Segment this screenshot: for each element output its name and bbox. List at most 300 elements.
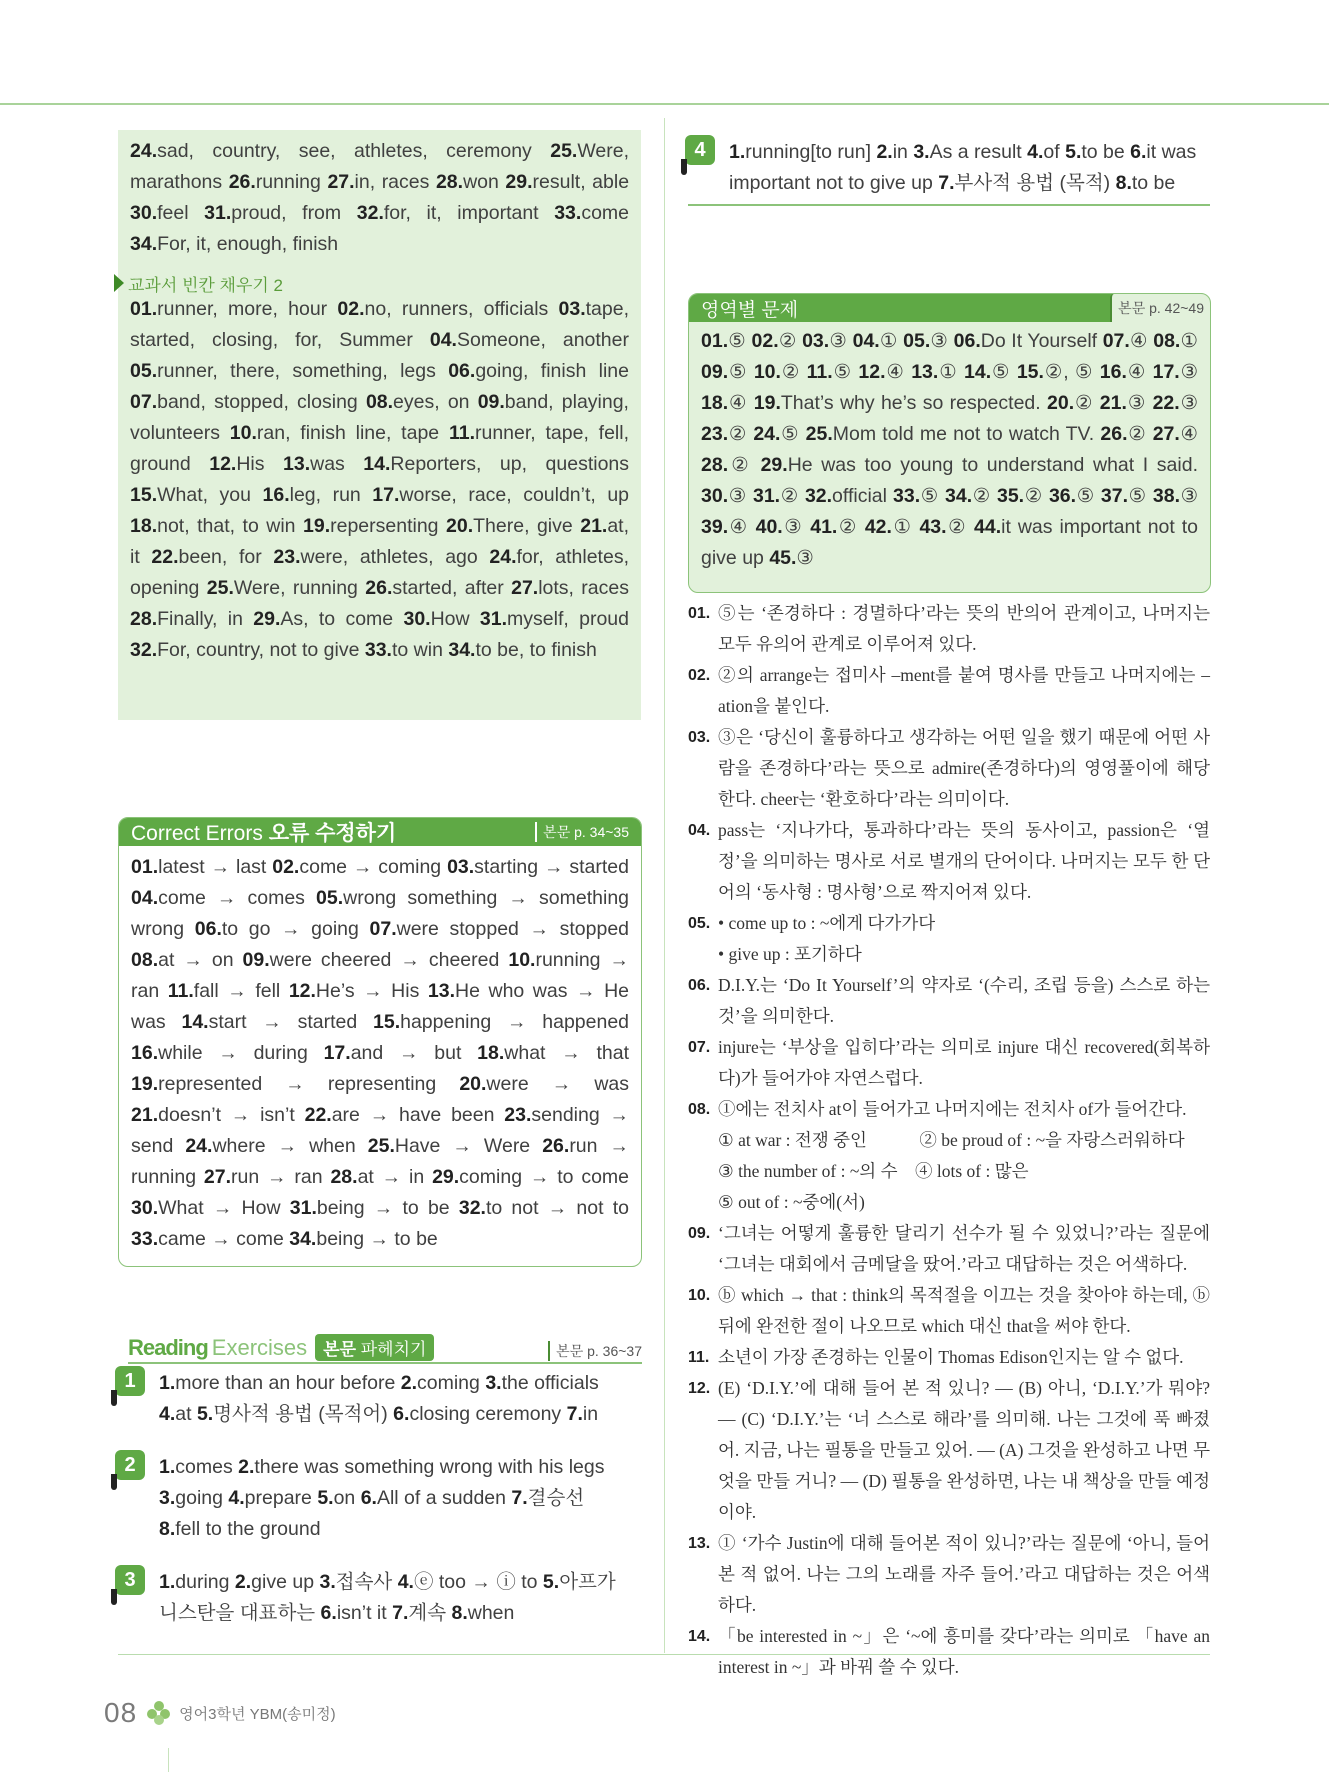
answer-text: to win: [391, 639, 443, 661]
answer-number: 2.: [876, 141, 893, 163]
explanation-line: ②의 arrange는 접미사 –ment를 붙여 명사를 만들고 나머지에는 –ation을 붙인다.: [718, 665, 1210, 716]
answer-item: [701, 423, 747, 445]
answer-text: running[to run]: [745, 141, 872, 163]
answer-number: 45.: [769, 547, 797, 569]
answer-number: 8.: [1115, 172, 1132, 194]
answer-item: [701, 516, 749, 538]
explanation-line: • come up to : ~에게 다가가다: [718, 913, 936, 933]
answer-item: [368, 1135, 530, 1157]
bottom-rule: [118, 1654, 1210, 1655]
answer-number: 43.: [919, 516, 947, 538]
answer-text: ③: [829, 330, 847, 352]
answer-item: [204, 1166, 323, 1188]
answer-text: run → ran: [231, 1166, 323, 1188]
correct-errors-box: [118, 817, 642, 1267]
answer-text: ②: [972, 485, 991, 507]
answer-item: [701, 330, 746, 352]
answer-item: [446, 515, 573, 537]
answer-text: sending → send: [131, 1104, 630, 1157]
answer-text: ②: [946, 516, 968, 538]
answer-text: ②: [1127, 423, 1147, 445]
answer-number: 12.: [288, 980, 316, 1002]
answer-text: ①: [1180, 330, 1198, 352]
explanation-text: [718, 722, 1210, 815]
answer-text: no, runners, officials: [364, 298, 549, 320]
reading-exercises-header: [128, 1335, 642, 1361]
explanation-item: [688, 815, 1210, 908]
answer-number: 18.: [701, 392, 729, 414]
answer-number: 32.: [804, 485, 833, 507]
answer-text: to go → going: [221, 918, 359, 940]
answer-item: [130, 233, 338, 255]
answer-text: myself, proud: [507, 608, 629, 630]
answer-item: [289, 1228, 438, 1250]
answer-text: ③: [1179, 392, 1199, 414]
answer-item: [393, 1403, 561, 1425]
answer-text: 명사적 용법 (목적어): [213, 1403, 388, 1425]
answer-item: [505, 171, 629, 193]
answer-number: 07.: [130, 391, 158, 413]
answer-text: official: [832, 485, 887, 507]
answer-text: 계속: [408, 1602, 447, 1624]
answer-number: 6.: [393, 1403, 410, 1425]
answer-item: [701, 454, 752, 476]
answer-text: happening → happened: [400, 1011, 630, 1033]
answer-item: [130, 391, 358, 413]
answer-number: 7.: [566, 1403, 583, 1425]
reading-group-3-answers: [130, 1567, 630, 1629]
answer-text: start → started: [208, 1011, 358, 1033]
answer-item: [159, 1571, 229, 1593]
reading-group-4: [694, 137, 1210, 199]
book-title: 영어3학년 YBM(송미정): [179, 1705, 336, 1723]
answer-item: [327, 171, 429, 193]
answer-number: 7.: [392, 1602, 409, 1624]
page-number: 08: [104, 1697, 138, 1728]
answer-item: [204, 202, 341, 224]
answer-number: 30.: [701, 485, 729, 507]
answer-item: [131, 856, 266, 878]
reading-group-1-answers: [130, 1368, 630, 1430]
answer-item: [273, 546, 477, 568]
answer-text: proud, from: [231, 202, 342, 224]
explanation-line: injure는 ‘부상을 입히다’라는 의미로 injure 대신 recovered(회복하다)가 들어가야 자연스럽다.: [718, 1037, 1210, 1088]
answer-number: 5.: [196, 1403, 214, 1425]
answer-text: Mom told me not to watch TV.: [832, 423, 1095, 445]
explanation-number: 14.: [688, 1628, 711, 1645]
answer-item: [919, 516, 967, 538]
answer-text: at: [175, 1403, 192, 1425]
answer-number: 19.: [303, 515, 331, 537]
answer-text: the officials: [501, 1372, 599, 1394]
answer-number: 24.: [130, 140, 158, 162]
answer-text: not, that, to win: [157, 515, 296, 537]
answer-text: came → come: [158, 1228, 284, 1250]
explanation-number: 07.: [688, 1039, 711, 1056]
answer-number: 30.: [130, 202, 158, 224]
answer-number: 07.: [1102, 330, 1130, 352]
answer-text: For, it, enough, finish: [157, 233, 339, 255]
answer-text: been, for: [178, 546, 262, 568]
answer-number: 4.: [1027, 141, 1044, 163]
answer-number: 24.: [489, 546, 517, 568]
answer-number: 29.: [505, 171, 533, 193]
answer-number: 11.: [806, 361, 833, 383]
explanation-item: [688, 908, 1210, 970]
explanation-item: [688, 1528, 1210, 1621]
answer-text: at → in: [357, 1166, 425, 1188]
answer-text: Someone, another: [456, 329, 629, 351]
top-rule: [0, 103, 1329, 105]
answer-text: As a result: [929, 141, 1022, 163]
answer-item: [954, 330, 1097, 352]
answer-number: 2.: [234, 1571, 252, 1593]
answer-text: when: [467, 1602, 515, 1624]
answer-number: 02.: [272, 856, 300, 878]
answer-item: [1027, 141, 1060, 163]
answer-item: [1047, 392, 1093, 414]
answer-number: 8.: [159, 1518, 176, 1540]
answer-item: [372, 484, 629, 506]
explanation-number: 09.: [688, 1225, 711, 1242]
answer-number: 26.: [228, 171, 256, 193]
blank-fill-2-heading: [114, 272, 641, 294]
answer-text: 부사적 용법 (목적): [954, 172, 1111, 194]
answer-text: represented → representing: [158, 1073, 437, 1095]
answer-number: 19.: [131, 1073, 159, 1095]
answer-text: tape, started, closing, for, Summer: [130, 298, 629, 351]
answer-item: [337, 298, 548, 320]
answer-number: 03.: [802, 330, 830, 352]
answer-text: ③: [1126, 392, 1147, 414]
answer-item: [752, 330, 797, 352]
answer-number: 22.: [304, 1104, 332, 1126]
answer-number: 27.: [511, 577, 539, 599]
answer-text: ②: [837, 516, 858, 538]
answer-item: [159, 1456, 233, 1478]
section-problems-title: 영역별 문제: [701, 299, 799, 321]
answer-item: [805, 485, 887, 507]
answer-item: [448, 360, 629, 382]
answer-number: 4.: [228, 1487, 245, 1509]
answer-item: [997, 485, 1043, 507]
answer-number: 10.: [508, 949, 536, 971]
answer-text: fell to the ground: [175, 1518, 321, 1540]
answer-number: 32.: [130, 639, 158, 661]
answer-item: [303, 515, 439, 537]
explanation-line: ⑤는 ‘존경하다 : 경멸하다’라는 뜻의 반의어 관계이고, 나머지는 모두 유의어 관계로 이루어져 있다.: [718, 603, 1210, 654]
answer-item: [290, 1197, 450, 1219]
answer-number: 09.: [477, 391, 505, 413]
explanation-number: 02.: [688, 667, 711, 684]
answer-number: 33.: [554, 202, 582, 224]
explanation-item: [688, 1032, 1210, 1094]
answer-item: [168, 980, 281, 1002]
answer-text: ⑤: [1128, 485, 1147, 507]
answer-number: 30.: [131, 1197, 159, 1219]
reading-group-2-answers: [130, 1452, 630, 1545]
answer-item: [754, 392, 1041, 414]
answer-number: 21.: [131, 1104, 159, 1126]
explanation-text: [718, 1094, 1210, 1218]
answer-text: ②: [728, 454, 752, 476]
answer-number: 02.: [751, 330, 779, 352]
explanation-text: [718, 1373, 1210, 1528]
answer-number: 17.: [1152, 361, 1180, 383]
answer-text: doesn’t → isn’t: [158, 1104, 295, 1126]
explanation-item: [688, 1373, 1210, 1528]
explanations-list: [688, 598, 1210, 1683]
answer-number: 04.: [852, 330, 880, 352]
reading-label: Reading: [128, 1335, 208, 1360]
answer-item: [159, 1487, 223, 1509]
answer-item: [229, 171, 321, 193]
answer-text: there was something wrong with his legs: [254, 1456, 605, 1478]
answer-item: [858, 361, 904, 383]
answer-text: ③: [782, 516, 804, 538]
answer-item: [159, 1372, 395, 1394]
answer-item: [436, 171, 499, 193]
explanation-item: [688, 1094, 1210, 1218]
group-number-badge: 4: [685, 135, 715, 165]
answer-item: [207, 577, 358, 599]
answer-item: [511, 577, 629, 599]
answer-text: feel: [157, 202, 189, 224]
answer-number: 21.: [580, 515, 608, 537]
answer-text: come: [581, 202, 629, 224]
answer-number: 29.: [253, 608, 281, 630]
answer-item: [802, 330, 847, 352]
answer-number: 38.: [1152, 485, 1180, 507]
explanation-line: ③ the number of : ~의 수 ④ lots of : 많은: [718, 1161, 1029, 1181]
answer-item: [321, 1602, 387, 1624]
correct-errors-header: [119, 818, 641, 846]
explanation-line: pass는 ‘지나가다, 통과하다’라는 뜻의 동사이고, passion은 ‘열정’을 의미하는 명사로 서로 별개의 단어이다. 나머지는 모두 한 단어의 ‘동사형 : 명사형’으로 짝지어져 있다.: [718, 820, 1210, 902]
answer-text: ④: [1129, 330, 1148, 352]
answer-text: runner, more, hour: [157, 298, 328, 320]
answer-number: 11.: [167, 980, 194, 1002]
correct-errors-page-ref: 본문 p. 34~35: [535, 822, 629, 842]
reading-group-3: [124, 1567, 630, 1629]
answer-text: during: [175, 1571, 230, 1593]
answer-number: 01.: [130, 298, 158, 320]
answer-number: 29.: [760, 454, 788, 476]
answer-text: ⑤: [1076, 485, 1095, 507]
answer-text: He was too young to understand what I said.: [787, 454, 1198, 476]
answer-number: 37.: [1100, 485, 1129, 507]
answer-number: 10.: [229, 422, 257, 444]
answer-item: [228, 1487, 311, 1509]
answer-number: 04.: [131, 887, 159, 909]
answer-number: 1.: [159, 1372, 176, 1394]
explanation-line: (E) ‘D.I.Y.’에 대해 들어 본 적 있니? — (B) 아니, ‘D.I.Y.’가 뭐야? — (C) ‘D.I.Y.’는 ‘너 스스로 해라’를 의미해. 나는 그것에 푹 빠졌어. 지금, 나는 필통을 만들고 있어. — (A) 그것을 완성하고 나면 무엇을 만들 거니? — (D) 필통을 완성하면, 나는 내 책상을 만들 예정이야.: [718, 1378, 1210, 1522]
explanation-line: D.I.Y.는 ‘Do It Yourself’의 약자로 ‘(수리, 조립 등을) 스스로 하는 것’을 의미한다.: [718, 975, 1210, 1026]
answer-item: [243, 949, 500, 971]
answer-item: [324, 1042, 462, 1064]
explanation-text: [718, 1621, 1210, 1683]
answer-item: [131, 1104, 295, 1126]
answer-item: [238, 1456, 604, 1478]
tag-bold: 본문: [323, 1340, 357, 1359]
answer-item: [130, 484, 251, 506]
answer-text: 아프가니스탄을 대표하는: [159, 1571, 616, 1624]
answer-item: [1100, 361, 1146, 383]
answer-number: 20.: [446, 515, 474, 537]
answer-item: [1153, 423, 1198, 445]
answer-number: 2.: [400, 1372, 418, 1394]
answer-item: [235, 1571, 314, 1593]
answer-text: runner, tape, fell, ground: [130, 422, 630, 475]
answer-number: 35.: [996, 485, 1025, 507]
answer-item: [806, 423, 1095, 445]
answer-number: 4.: [159, 1403, 176, 1425]
explanation-line: ⓑ which → that : think의 목적절을 이끄는 것을 찾아야 하는데, ⓑ 뒤에 완전한 절이 나오므로 which 대신 that을 써야 한다.: [718, 1285, 1210, 1336]
answer-text: to be, to finish: [475, 639, 597, 661]
answer-item: [911, 361, 957, 383]
answer-item: [1153, 330, 1198, 352]
answer-text: repersenting: [330, 515, 439, 537]
answer-text: at, it: [130, 515, 630, 568]
answer-number: 3.: [485, 1372, 502, 1394]
answer-text: at → on: [158, 949, 234, 971]
answer-item: [1100, 392, 1146, 414]
answer-number: 33.: [364, 639, 392, 661]
answer-item: [131, 949, 234, 971]
answer-item: [131, 1228, 284, 1250]
answer-text: ⑤: [780, 423, 800, 445]
answer-number: 44.: [974, 516, 1002, 538]
answer-text: ④: [728, 392, 748, 414]
answer-text: For, country, not to give: [157, 639, 360, 661]
answer-number: 08.: [131, 949, 159, 971]
answer-number: 42.: [864, 516, 892, 538]
answer-text: for, athletes, opening: [130, 546, 629, 599]
explanation-text: [718, 1528, 1210, 1621]
answer-number: 27.: [327, 171, 355, 193]
answer-item: [357, 202, 539, 224]
answer-number: 22.: [1152, 392, 1180, 414]
answer-text: All of a sudden: [376, 1487, 506, 1509]
answer-item: [701, 485, 747, 507]
answer-text: ④: [885, 361, 905, 383]
explanation-number: 11.: [688, 1349, 710, 1366]
answer-text: on: [333, 1487, 356, 1509]
answer-text: run → running: [131, 1135, 630, 1188]
explanation-number: 06.: [688, 977, 711, 994]
answer-text: in, races: [354, 171, 430, 193]
answer-item: [1100, 423, 1146, 445]
answer-number: 23.: [504, 1104, 532, 1126]
answer-text: ②: [780, 361, 801, 383]
answer-number: 31.: [289, 1197, 317, 1219]
answer-number: 05.: [130, 360, 158, 382]
answer-number: 29.: [432, 1166, 460, 1188]
answer-number: 07.: [369, 918, 397, 940]
explanation-text: [718, 1342, 1210, 1373]
answer-text: Do It Yourself: [980, 330, 1098, 352]
answer-item: [1049, 485, 1095, 507]
explanation-number: 05.: [688, 915, 711, 932]
answer-number: 6.: [360, 1487, 377, 1509]
answer-item: [769, 547, 814, 569]
answer-text: to not → not to: [485, 1197, 630, 1219]
exercises-label: Exercises: [211, 1335, 308, 1360]
answer-number: 20.: [459, 1073, 487, 1095]
answer-item: [263, 484, 361, 506]
answer-item: [1116, 172, 1176, 194]
answer-text: coming: [417, 1372, 480, 1394]
answer-item: [853, 330, 898, 352]
answer-item: [159, 1403, 192, 1425]
footer: [104, 1693, 336, 1733]
answer-text: ②: [780, 485, 799, 507]
answer-item: [181, 1011, 357, 1033]
explanation-line: • give up : 포기하다: [718, 944, 862, 964]
answer-text: running: [255, 171, 321, 193]
answer-text: Were, marathons: [130, 140, 629, 193]
answer-number: 18.: [477, 1042, 505, 1064]
answer-text: ran, finish line, tape: [256, 422, 440, 444]
answer-text: come → coming: [299, 856, 442, 878]
answer-item: [459, 1197, 629, 1219]
triangle-marker-icon: [114, 274, 124, 292]
answer-number: 06.: [953, 330, 981, 352]
answer-text: What → How: [158, 1197, 281, 1219]
answer-item: [151, 546, 261, 568]
answer-item: [289, 980, 420, 1002]
answer-text: ⓔ too → ⓘ to: [413, 1571, 538, 1593]
correct-errors-answers: [131, 852, 629, 1255]
answer-number: 34.: [945, 485, 973, 507]
answer-item: [330, 1166, 424, 1188]
answer-text: ②: [778, 330, 797, 352]
answer-number: 28.: [130, 608, 158, 630]
answer-item: [1153, 392, 1199, 414]
answer-item: [451, 1602, 514, 1624]
answer-item: [754, 361, 800, 383]
answer-text: were cheered → cheered: [269, 949, 500, 971]
answer-text: ③: [1180, 485, 1199, 507]
answer-item: [230, 422, 439, 444]
answer-item: [447, 856, 629, 878]
answer-item: [131, 887, 305, 909]
answer-text: worse, race, couldn’t, up: [399, 484, 630, 506]
answer-item: [913, 141, 1021, 163]
answer-item: [130, 515, 296, 537]
answer-text: ⑤: [728, 330, 746, 352]
answer-item: [305, 1104, 495, 1126]
blank-fill-2-title: 교과서 빈칸 채우기 2: [128, 275, 283, 295]
answer-text: ④: [1126, 361, 1147, 383]
answer-number: 34.: [289, 1228, 317, 1250]
answer-number: 7.: [938, 172, 955, 194]
answer-number: 09.: [242, 949, 270, 971]
answer-item: [554, 202, 629, 224]
reading-group-4-answers: [700, 137, 1210, 199]
answer-item: [753, 485, 799, 507]
answer-number: 7.: [511, 1487, 528, 1509]
answer-text: of: [1043, 141, 1060, 163]
answer-number: 31.: [752, 485, 781, 507]
answer-text: Have → Were: [394, 1135, 531, 1157]
answer-text: ③: [796, 547, 814, 569]
answer-item: [130, 360, 436, 382]
answer-text: leg, run: [289, 484, 361, 506]
answer-text: while → during: [158, 1042, 308, 1064]
answer-text: ②: [728, 423, 748, 445]
answer-item: [807, 361, 852, 383]
group-4-rule: [688, 204, 1210, 206]
